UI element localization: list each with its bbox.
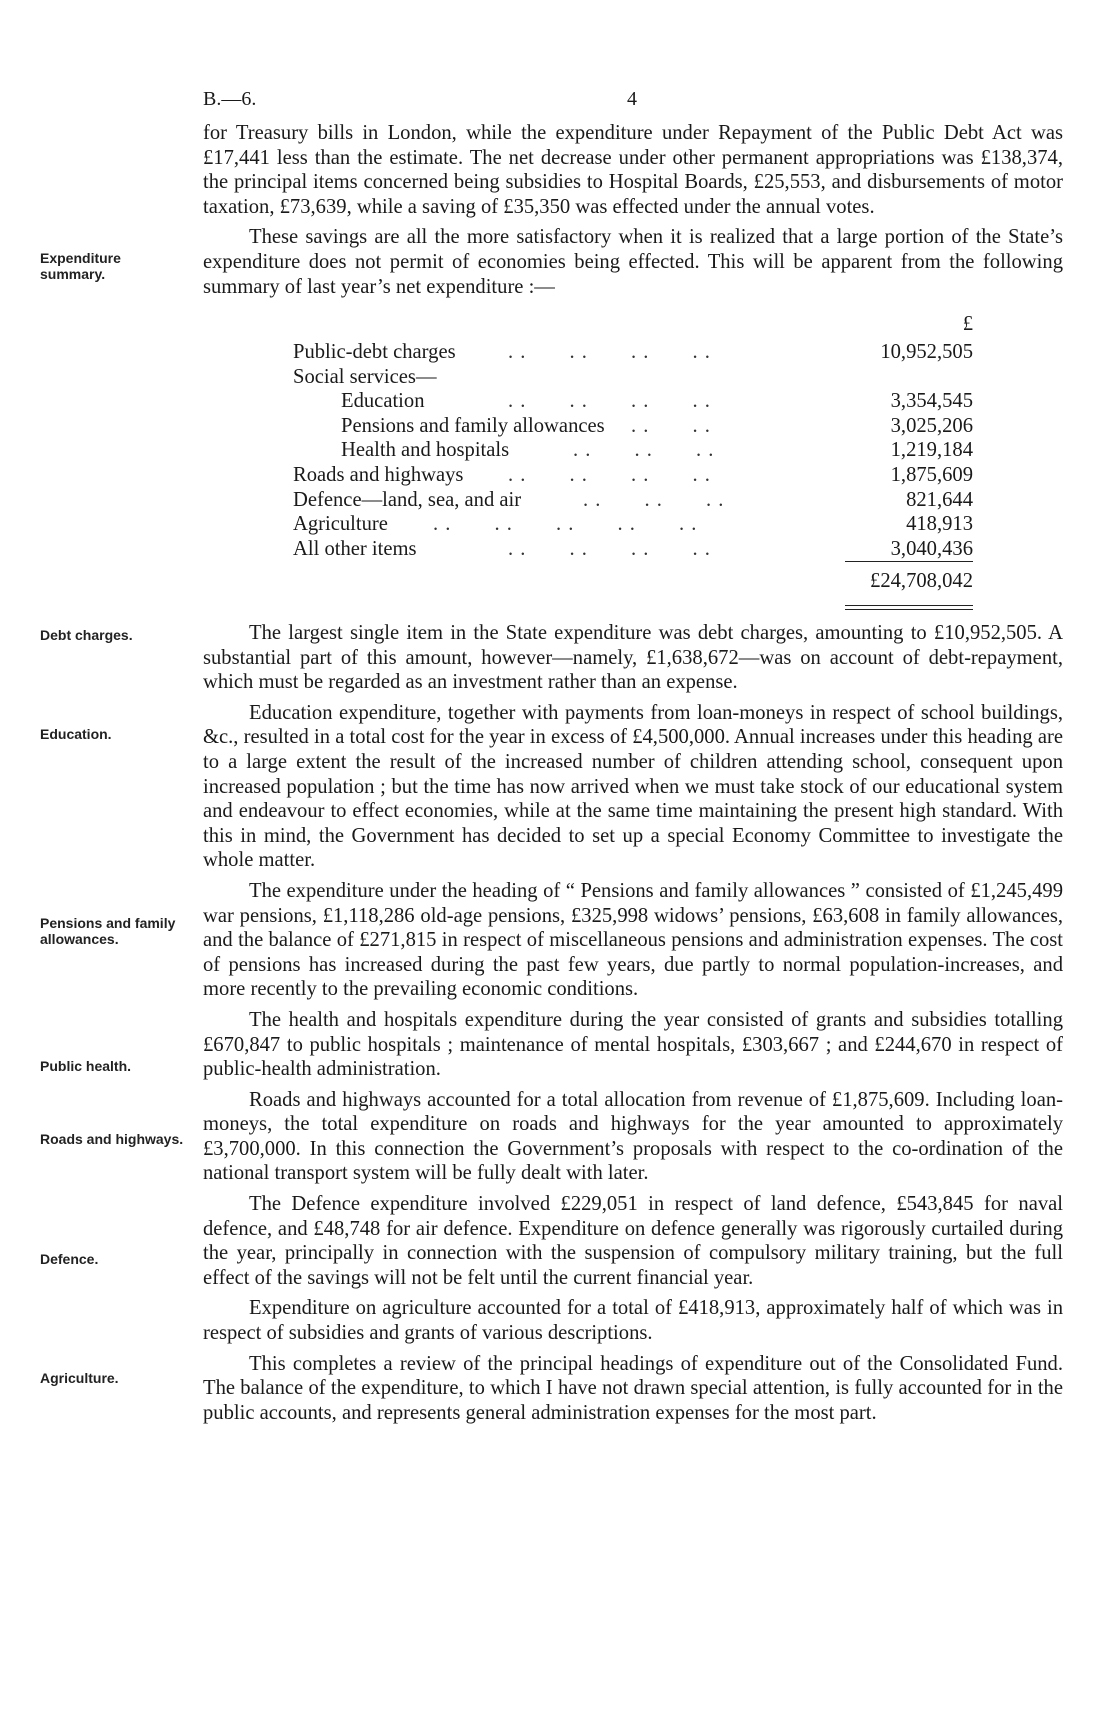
- paragraph-conclusion: This completes a review of the principal headings of expenditure out of the Consolidated Fund. The balance of the expenditure, to which I have not drawn special attention, is fully accounted for in the public accounts, and represents general administration expenses for the most part.: [203, 1352, 1063, 1424]
- summary-row: [293, 340, 973, 365]
- margin-note-education: Education.: [40, 726, 112, 742]
- summary-row: [293, 488, 973, 513]
- summary-row: [293, 414, 973, 439]
- summary-row-leader-dots: . . . . . .: [583, 488, 725, 511]
- page-header: [203, 88, 1063, 118]
- total-double-rule-1: [845, 605, 973, 606]
- summary-row-label: All other items: [293, 537, 417, 560]
- body-text-main: [203, 621, 1063, 1425]
- summary-row-amount: 3,040,436: [890, 537, 973, 560]
- summary-row-leader-dots: . . . . . . . . . .: [433, 513, 698, 536]
- summary-row-label: Defence—land, sea, and air: [293, 488, 522, 511]
- summary-total: £24,708,042: [870, 570, 973, 592]
- summary-row-amount: 418,913: [906, 513, 973, 536]
- document-code: B.—6.: [203, 88, 257, 110]
- summary-row-label: Education: [341, 390, 425, 413]
- summary-row-amount: 1,875,609: [890, 463, 973, 486]
- summary-row-leader-dots: . . . . . . . .: [508, 537, 711, 560]
- total-double-rule-2: [845, 609, 973, 610]
- margin-note-defence: Defence.: [40, 1251, 99, 1267]
- summary-row-amount: 821,644: [906, 488, 973, 511]
- margin-note-agriculture: Agriculture.: [40, 1370, 119, 1386]
- summary-row-amount: 3,354,545: [890, 390, 973, 413]
- total-rule: [845, 561, 973, 562]
- summary-row-amount: 10,952,505: [880, 341, 973, 363]
- summary-row-label: Roads and highways: [293, 463, 464, 486]
- paragraph-pensions: The expenditure under the heading of “ Pensions and family allowances ” consisted of £1,245,499 war pensions, £1,118,286 old-age pensions, £325,998 widows’ pensions, £63,608 in family allowances, and the balance of £271,815 in respect of miscellaneous pensions and administration expenses. The cost of pensions has increased during the past few years, due partly to normal population-increases, and more recently to the prevailing economic conditions.: [203, 879, 1063, 1001]
- paragraph-savings: These savings are all the more satisfactory when it is realized that a large portion of the State’s expenditure does not permit of economies being effected. This will be apparent from the following summary of last year’s net expenditure :—: [203, 226, 1063, 298]
- summary-row-label: Social services—: [293, 365, 437, 388]
- summary-row: [293, 365, 973, 390]
- currency-heading: £: [962, 313, 973, 335]
- paragraph-defence: The Defence expenditure involved £229,051 in respect of land defence, £543,845 for naval defence, and £48,748 for air defence. Expenditure on defence generally was rigorously curtailed during the year, principally in connection with the suspension of compulsory military training, but the full effect of the savings will not be felt until the current financial year.: [203, 1193, 1063, 1289]
- paragraph-roads: Roads and highways accounted for a total allocation from revenue of £1,875,609. Including loan-moneys, the total expenditure on roads and highways for the year amounted to approximately £3,700,000. In this connection the Government’s proposals with respect to the co-ordination of the national transport system will be fully dealt with later.: [203, 1088, 1063, 1185]
- summary-row: [293, 438, 973, 463]
- margin-note-debt-charges: Debt charges.: [40, 627, 133, 643]
- summary-row: [293, 537, 973, 562]
- paragraph-education: Education expenditure, together with payments from loan-moneys in respect of school buildings, &c., resulted in a total cost for the year in excess of £4,500,000. Annual increases under this heading are to a large extent the result of the increased number of children attending school, consequent upon increased population ; but the time has now arrived when we must take stock of our educational system and endeavour to effect economies, while at the same time maintaining the present high standard. With this in mind, the Government has decided to set up a special Economy Committee to investigate the whole matter.: [203, 701, 1063, 872]
- summary-row-label: Agriculture: [293, 513, 388, 536]
- margin-note-roads: Roads and highways.: [40, 1131, 184, 1147]
- summary-row: [293, 512, 973, 537]
- summary-row-leader-dots: . . . . . .: [573, 439, 715, 462]
- margin-note-pensions: Pensions and family allowances.: [40, 915, 176, 947]
- paragraph-treasury: for Treasury bills in London, while the expenditure under Repayment of the Public Debt Act was £17,441 less than the estimate. The net decrease under other permanent appropriations was £138,374, the principal items concerned being subsidies to Hospital Boards, £25,553, and disbursements of motor taxation, £73,639, while a saving of £35,350 was effected under the annual votes.: [203, 122, 1063, 218]
- paragraph-debt-charges: The largest single item in the State expenditure was debt charges, amounting to £10,952,505. A substantial part of this amount, however—namely, £1,638,672—was on account of debt-repayment, which must be regarded as an investment rather than an expense.: [203, 622, 1063, 694]
- summary-row-label: Health and hospitals: [341, 439, 510, 462]
- body-text-top: [203, 121, 1063, 299]
- page-number: 4: [627, 88, 637, 110]
- margin-note-public-health: Public health.: [40, 1058, 132, 1074]
- summary-row: [293, 389, 973, 414]
- summary-row-amount: 1,219,184: [890, 439, 973, 462]
- summary-row-leader-dots: . . . . . . . .: [508, 390, 711, 413]
- paragraph-public-health: The health and hospitals expenditure during the year consisted of grants and subsidies totalling £670,847 to public hospitals ; maintenance of mental hospitals, £303,667 ; and £244,670 in respect of public-health administration.: [203, 1008, 1063, 1081]
- summary-row-amount: 3,025,206: [890, 414, 973, 437]
- margin-note-expenditure-summary: Expenditure summary.: [40, 250, 121, 282]
- summary-row-leader-dots: . . . . . . . .: [508, 341, 711, 363]
- summary-row-label: Pensions and family allowances: [341, 414, 605, 437]
- paragraph-agriculture: Expenditure on agriculture accounted for a total of £418,913, approximately half of which was in respect of subsidies and grants of various descriptions.: [203, 1297, 1063, 1345]
- summary-row-leader-dots: . . . . . . . .: [508, 463, 711, 486]
- summary-row-label: Public-debt charges: [293, 341, 456, 363]
- summary-row-leader-dots: . . . .: [631, 414, 711, 437]
- summary-row: [293, 463, 973, 488]
- expenditure-summary-table: [293, 313, 973, 592]
